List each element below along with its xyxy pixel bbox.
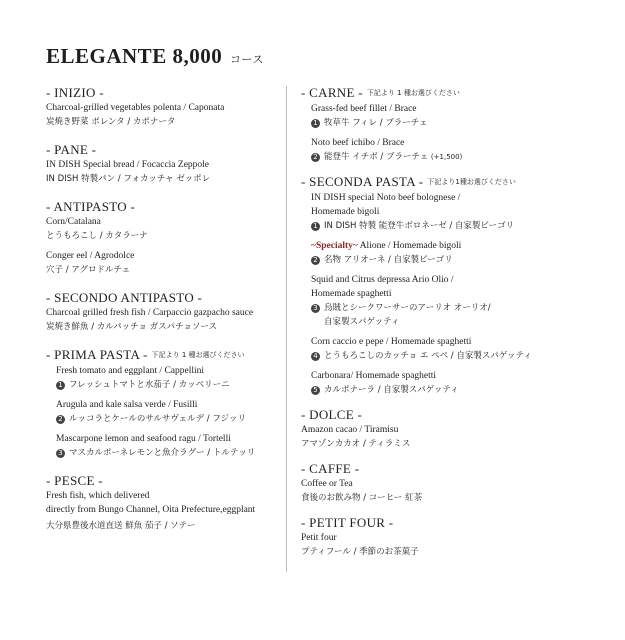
dish-en-text: Alione / Homemade bigoli xyxy=(359,241,462,251)
section-heading: - DOLCE - xyxy=(301,407,363,422)
section-heading-text: - CARNE - xyxy=(301,85,363,100)
dish-item xyxy=(301,239,566,267)
section-petit-four xyxy=(301,514,566,559)
surcharge: (+1,500) xyxy=(430,153,463,161)
dish-en: Conger eel / Agrodolce xyxy=(46,251,135,261)
dish-en: Petit four xyxy=(301,533,337,543)
dish-jp xyxy=(311,383,566,397)
dish-item xyxy=(46,249,281,277)
dish-item xyxy=(301,191,566,233)
section-heading: - PETIT FOUR - xyxy=(301,515,394,530)
dish-jp: 炭焼き野菜 ポレンタ / カポナータ xyxy=(46,117,176,127)
section-heading: - PESCE - xyxy=(46,473,103,488)
dish-en: Charcoal-grilled vegetables polenta / Caponata xyxy=(46,103,225,113)
menu-title xyxy=(46,44,264,69)
dish-jp: とうもろこし / カタラーナ xyxy=(46,231,148,241)
specialty-label: ~Specialty~ xyxy=(311,241,358,251)
dish-jp-text: IN DISH 特製 能登牛ボロネーゼ / 自家製ビーゴリ xyxy=(324,221,515,231)
section-heading-text: - SECONDA PASTA - xyxy=(301,174,424,189)
section-heading: - CAFFE - xyxy=(301,461,360,476)
course-suffix: コース xyxy=(229,54,264,66)
dish-item xyxy=(301,335,566,363)
number-2-icon: 2 xyxy=(311,256,320,265)
dish-en: Corn caccio e pepe / Homemade spaghetti xyxy=(311,337,472,347)
dish-en: Squid and Citrus depressa Ario Olio / xyxy=(311,275,454,285)
dish-item xyxy=(301,136,566,164)
section-heading: - ANTIPASTO - xyxy=(46,199,136,214)
dish-jp-text: とうもろこしのカッチョ エ ペペ / 自家製スパゲッティ xyxy=(324,351,532,361)
number-1-icon: 1 xyxy=(56,381,65,390)
dish-item xyxy=(301,273,566,329)
dish-en: Carbonara/ Homemade spaghetti xyxy=(311,371,437,381)
section-heading: - PANE - xyxy=(46,142,97,157)
number-3-icon: 3 xyxy=(56,449,65,458)
dish-jp: IN DISH 特製パン / フォカッチャ ゼッポレ xyxy=(46,174,211,184)
dish-jp-text: 能登牛 イチボ / ブラーチェ xyxy=(324,152,429,162)
dish-en: Grass-fed beef fillet / Brace xyxy=(311,104,417,114)
choice-note: 下記より 1 種お選びください xyxy=(151,351,245,359)
section-secondo-antipasto xyxy=(46,289,281,334)
section-heading: - INIZIO - xyxy=(46,85,104,100)
dish-en: Noto beef ichibo / Brace xyxy=(311,138,405,148)
dish-item xyxy=(46,364,281,392)
dish-jp xyxy=(311,116,566,130)
number-2-icon: 2 xyxy=(56,415,65,424)
dish-en: directly from Bungo Channel, Oita Prefecture,eggplant xyxy=(46,505,256,515)
dish-item xyxy=(301,102,566,130)
dish-jp-text: 牧草牛 フィレ / ブラーチェ xyxy=(324,118,428,128)
section-dolce xyxy=(301,406,566,451)
section-carne xyxy=(301,84,566,164)
section-heading xyxy=(46,346,281,364)
section-pane xyxy=(46,141,281,186)
dish-jp-text: 名物 アリオーネ / 自家製ビーゴリ xyxy=(324,255,453,265)
section-heading-text: - PRIMA PASTA - xyxy=(46,347,148,362)
section-seconda-pasta xyxy=(301,173,566,397)
dish-en: IN DISH Special bread / Focaccia Zeppole xyxy=(46,160,210,170)
section-heading xyxy=(301,84,566,102)
dish-jp: 炭焼き鮮魚 / カルパッチョ ガスパチョソース xyxy=(46,322,217,332)
dish-jp xyxy=(311,219,566,233)
dish-jp: 自家製スパゲッティ xyxy=(324,317,400,327)
dish-en: Charcoal grilled fresh fish / Carpaccio gazpacho sauce xyxy=(46,308,254,318)
section-caffe xyxy=(301,460,566,505)
dish-jp-text: マスカルポーネレモンと魚介ラグー / トルテッリ xyxy=(69,448,256,458)
dish-jp xyxy=(56,412,281,426)
dish-jp xyxy=(56,378,281,392)
section-inizio xyxy=(46,84,281,129)
section-heading: - SECONDO ANTIPASTO - xyxy=(46,290,203,305)
choice-note: 下記より 1 種お選びください xyxy=(366,89,460,97)
dish-jp: 大分県豊後水道直送 鮮魚 茄子 / ソテー xyxy=(46,521,196,531)
dish-jp: アマゾンカカオ / ティラミス xyxy=(301,439,411,449)
dish-item xyxy=(301,369,566,397)
dish-en: Fresh tomato and eggplant / Cappellini xyxy=(56,366,205,376)
number-4-icon: 4 xyxy=(311,352,320,361)
dish-jp-text: 烏賊とシークワーサーのアーリオ オーリオ/ xyxy=(324,303,491,313)
section-antipasto xyxy=(46,198,281,277)
course-name: ELEGANTE 8,000 xyxy=(46,44,223,68)
dish-jp xyxy=(311,253,566,267)
number-2-icon: 2 xyxy=(311,153,320,162)
dish-en: Coffee or Tea xyxy=(301,479,353,489)
dish-en: Homemade bigoli xyxy=(311,207,380,217)
dish-jp: 食後のお飲み物 / コーヒー 紅茶 xyxy=(301,493,423,503)
dish-jp: プティフール / 季節のお茶菓子 xyxy=(301,547,419,557)
dish-en: Corn/Catalana xyxy=(46,217,101,227)
section-pesce xyxy=(46,472,281,533)
dish-item xyxy=(46,215,281,243)
dish-en xyxy=(311,239,566,253)
dish-item xyxy=(46,398,281,426)
dish-en: Amazon cacao / Tiramisu xyxy=(301,425,399,435)
number-3-icon: 3 xyxy=(311,304,320,313)
dish-en: Mascarpone lemon and seafood ragu / Tortelli xyxy=(56,434,231,444)
dish-en: Fresh fish, which delivered xyxy=(46,491,150,501)
dish-en: Homemade spaghetti xyxy=(311,289,392,299)
dish-en: Arugula and kale salsa verde / Fusilli xyxy=(56,400,198,410)
right-column xyxy=(301,84,566,559)
number-1-icon: 1 xyxy=(311,222,320,231)
dish-jp xyxy=(311,349,566,363)
dish-jp xyxy=(311,150,566,164)
section-heading xyxy=(301,173,566,191)
section-prima-pasta xyxy=(46,346,281,460)
number-5-icon: 5 xyxy=(311,386,320,395)
dish-jp-text: フレッシュトマトと水茄子 / カッペリーニ xyxy=(69,380,230,390)
dish-item xyxy=(46,432,281,460)
dish-jp xyxy=(311,301,566,315)
dish-jp xyxy=(56,446,281,460)
column-divider xyxy=(286,86,287,572)
dish-jp-text: カルボナーラ / 自家製スパゲッティ xyxy=(324,385,459,395)
dish-en: IN DISH special Noto beef bolognese / xyxy=(311,193,461,203)
left-column xyxy=(46,84,281,533)
choice-note: 下記より1種お選びください xyxy=(427,178,516,186)
dish-jp: 穴子 / アグロドルチェ xyxy=(46,265,131,275)
dish-jp-text: ルッコラとケールのサルサヴェルデ / フジッリ xyxy=(69,414,246,424)
number-1-icon: 1 xyxy=(311,119,320,128)
